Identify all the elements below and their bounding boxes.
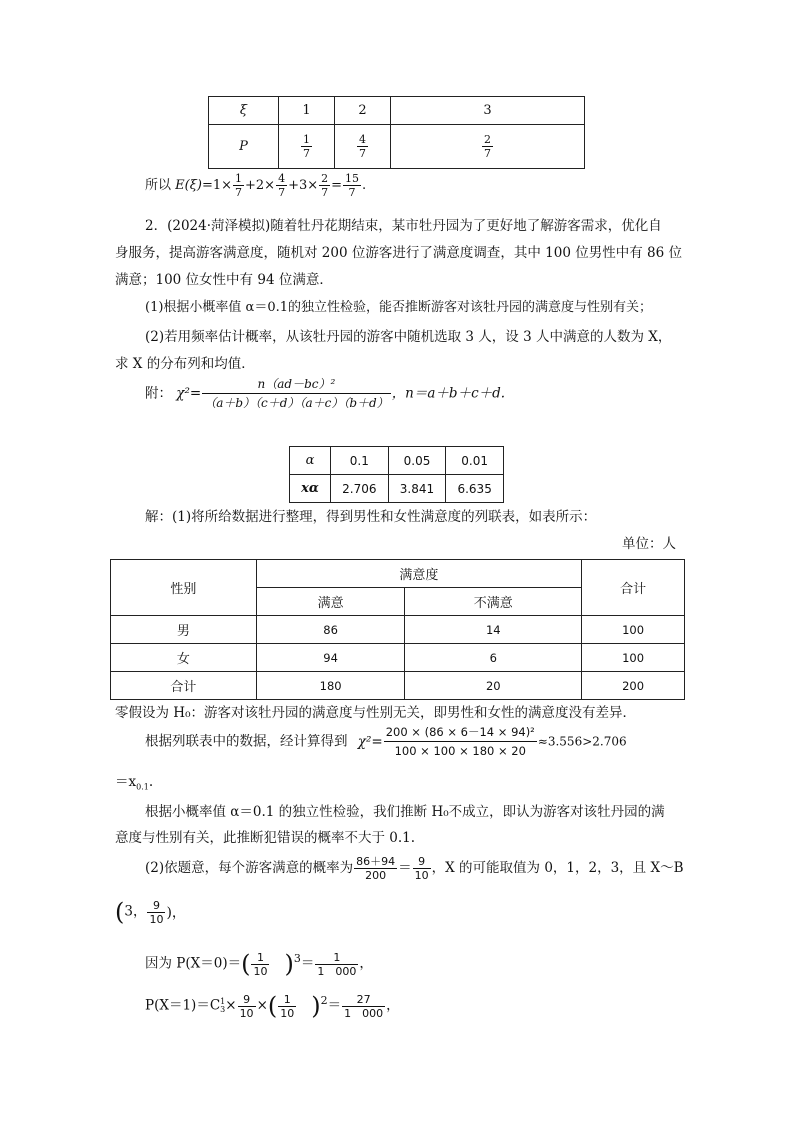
unit-label: 单位：人 [622, 536, 676, 552]
xi-value: 2 [335, 97, 391, 125]
calc-prefix: 根据列联表中的数据，经计算得到 [145, 733, 348, 750]
p0-prefix: 因为 P(X＝0)＝ [145, 955, 242, 972]
text: 3 [293, 952, 301, 965]
text: ， [359, 955, 373, 972]
text: 3， [124, 903, 147, 920]
p-x1-line: P(X＝1)＝C 1 3 × $\frac{9}{10}$ ×( $\frac{1}{10}$ )$^2$＝ $\frac{27}{1 000}$ ， [145, 992, 400, 1020]
conclusion-line-1: 根据小概率值 α＝0.1 的独立性检验，我们推断 H₀不成立，即认为游客对该牡丹园的满 [145, 804, 665, 820]
question-1: (1)根据小概率值 α＝0.1的独立性检验，能否推断游客对该牡丹园的满意度与性别有关； [145, 300, 653, 315]
text: ＝ [398, 860, 412, 876]
part2-suffix: ，X 的可能取值为 0，1，2，3，且 X～B [431, 860, 684, 876]
cell: 100 [582, 616, 685, 644]
table-row [111, 644, 685, 672]
formula-suffix: ，n＝a＋b＋c＋d. [391, 385, 506, 402]
problem-line-3: 满意；100 位女性中有 94 位满意． [115, 272, 333, 288]
text: 2 [320, 994, 328, 1007]
row-label: 女 [111, 644, 257, 672]
expectation-prefix: 所以 [145, 178, 172, 193]
p-value: $\frac{2}{7}$ [391, 125, 585, 169]
text: +2× [245, 178, 276, 193]
p-label: P [209, 125, 279, 169]
gender-header: 性别 [111, 560, 257, 616]
table-row [111, 616, 685, 644]
text: =1× [201, 178, 233, 193]
part2-prefix: (2)依题意，每个游客满意的概率为 [145, 860, 354, 876]
alpha-value: 0.05 [388, 447, 446, 475]
text: . [362, 178, 367, 193]
x-alpha-value: 2.706 [331, 475, 389, 503]
xi-value: 3 [391, 97, 585, 125]
cell: 200 [582, 672, 685, 700]
unsatisfied-header: 不满意 [405, 588, 582, 616]
p-value: $\frac{1}{7}$ [279, 125, 335, 169]
binomial-params: (3， $\frac{9}{10}$ )， [115, 898, 186, 926]
cell: 20 [405, 672, 582, 700]
cell: 86 [256, 616, 405, 644]
text: ＝ [300, 955, 315, 972]
p-value: $\frac{4}{7}$ [335, 125, 391, 169]
formula-chi: χ²= [176, 385, 202, 402]
problem-line-1: 2．(2024·菏泽模拟)随着牡丹花期结束，某市牡丹园为了更好地了解游客需求，优化自 [145, 218, 662, 234]
text: ＝x [115, 774, 137, 790]
total-header: 合计 [582, 560, 685, 616]
alpha-value: 0.01 [446, 447, 504, 475]
solution-intro: 解：(1)将所给数据进行整理，得到男性和女性满意度的列联表，如表所示： [145, 509, 597, 525]
p-x0-line: 因为 P(X＝0)＝( $\frac{1}{10}$ )$^3$＝ $\frac{1}{1 000}$ ， [145, 950, 373, 978]
cell: 14 [405, 616, 582, 644]
question-2a: (2)若用频率估计概率，从该牡丹园的游客中随机选取 3 人，设 3 人中满意的人数为 X， [145, 329, 672, 345]
formula-prefix: 附： [145, 385, 172, 402]
critical-values-table [289, 446, 504, 503]
text: )， [166, 905, 186, 921]
text: 0.1 [136, 782, 149, 792]
cell: 6 [405, 644, 582, 672]
p1-prefix: P(X＝1)＝C [145, 997, 221, 1014]
alpha-value: 0.1 [331, 447, 389, 475]
cell: 94 [256, 644, 405, 672]
chi-calculation: 根据列联表中的数据，经计算得到 χ²= $\frac{\text{200 × (86 × 6－14 × 94)²}}{100 \times 100 \times 180 \times 20}$ ≈3.556>2.706 [145, 725, 627, 758]
xi-label: ξ [209, 97, 279, 125]
contingency-table [110, 559, 685, 700]
distribution-table [208, 96, 585, 169]
expectation-line: 所以 E(ξ)=1× $\frac{1}{7}$ +2× $\frac{4}{7}$ +3× $\frac{2}{7}$ = $\frac{15}{7}$ . [145, 172, 367, 199]
cell: 180 [256, 672, 405, 700]
x-alpha-label: xα [290, 475, 331, 503]
text: = [331, 178, 343, 193]
calc-result: ≈3.556>2.706 [537, 734, 627, 749]
conclusion-line-2: 意度与性别有关，此推断犯错误的概率不大于 0.1. [115, 830, 416, 846]
part2-line: (2)依题意，每个游客满意的概率为 $\frac{86+94}{200}$ ＝ $\frac{9}{10}$ ，X 的可能取值为 0，1，2，3，且 X～B [145, 855, 684, 882]
row-label: 合计 [111, 672, 257, 700]
table-row [111, 672, 685, 700]
problem-line-2: 身服务，提高游客满意度，随机对 200 位游客进行了满意度调查，其中 100 位男性中有 86 位 [115, 245, 682, 261]
row-label: 男 [111, 616, 257, 644]
calc-chi: χ²= [357, 733, 383, 750]
x-alpha-value: 3.841 [388, 475, 446, 503]
satisfied-header: 满意 [256, 588, 405, 616]
text: ＝ [327, 997, 342, 1014]
x-alpha-value: 6.635 [446, 475, 504, 503]
expectation-lhs: E(ξ) [175, 178, 202, 193]
alpha-label: α [290, 447, 331, 475]
chi-formula: 附： χ²= $\frac{\text{n（ad－bc）²}}{(a+b)(c+d)(a+c)(b+d)}$ ，n＝a＋b＋c＋d. [145, 377, 506, 410]
text: ( [115, 898, 125, 926]
satisfaction-header: 满意度 [256, 560, 581, 588]
text: ， [386, 997, 400, 1014]
cell: 100 [582, 644, 685, 672]
text: +3× [288, 178, 319, 193]
null-hypothesis: 零假设为 H₀：游客对该牡丹园的满意度与性别无关，即男性和女性的满意度没有差异． [115, 705, 636, 721]
chi-calc-line2 [115, 770, 153, 792]
xi-value: 1 [279, 97, 335, 125]
text: × [225, 997, 237, 1014]
question-2b: 求 X 的分布列和均值． [115, 356, 255, 372]
text: . [148, 774, 154, 790]
text: × [256, 997, 268, 1014]
